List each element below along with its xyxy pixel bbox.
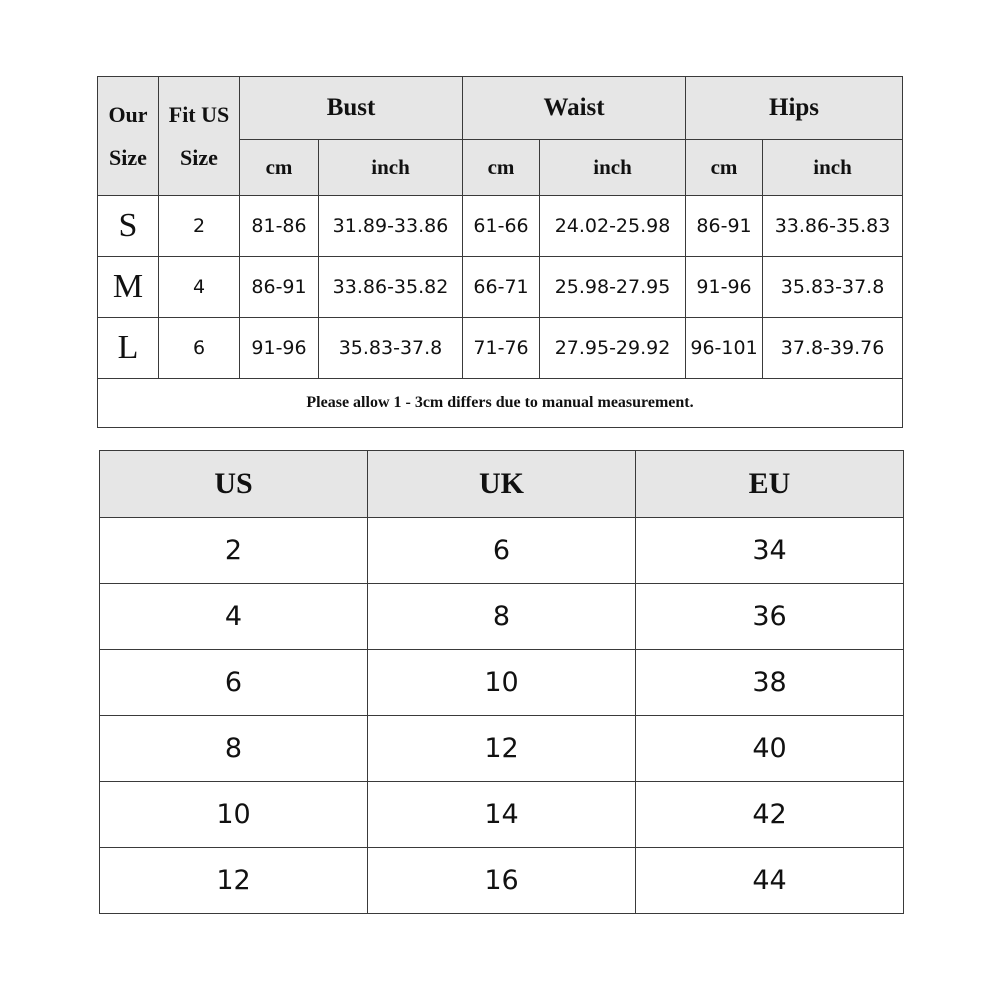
fit-us-size-header [159, 77, 240, 196]
us-value: 10 [100, 782, 368, 848]
fit-us-size-value: 2 [159, 196, 240, 257]
bust-header: Bust [240, 77, 463, 140]
waist-cm-value: 61-66 [463, 196, 540, 257]
fit-us-size-header-text: Fit US Size [168, 102, 230, 170]
hips-inch-header: inch [763, 140, 903, 196]
eu-value: 42 [636, 782, 904, 848]
bust-cm-header: cm [240, 140, 319, 196]
size-label: M [98, 257, 159, 318]
size-chart-header-row [98, 77, 903, 140]
us-value: 8 [100, 716, 368, 782]
bust-inch-header: inch [319, 140, 463, 196]
waist-cm-value: 66-71 [463, 257, 540, 318]
size-conversion-table [99, 450, 904, 914]
uk-value: 14 [368, 782, 636, 848]
hips-header: Hips [686, 77, 903, 140]
us-header: US [100, 451, 368, 518]
uk-value: 10 [368, 650, 636, 716]
waist-header: Waist [463, 77, 686, 140]
conversion-row [100, 518, 904, 584]
measurement-note: Please allow 1 - 3cm differs due to manual measurement. [98, 379, 903, 428]
uk-value: 8 [368, 584, 636, 650]
us-value: 6 [100, 650, 368, 716]
waist-inch-value: 25.98-27.95 [540, 257, 686, 318]
us-value: 4 [100, 584, 368, 650]
hips-cm-value: 96-101 [686, 318, 763, 379]
hips-inch-value: 33.86-35.83 [763, 196, 903, 257]
eu-value: 40 [636, 716, 904, 782]
fit-us-size-value: 6 [159, 318, 240, 379]
size-row-s [98, 196, 903, 257]
uk-header: UK [368, 451, 636, 518]
size-label: L [98, 318, 159, 379]
bust-inch-value: 35.83-37.8 [319, 318, 463, 379]
conversion-header-row [100, 451, 904, 518]
uk-value: 12 [368, 716, 636, 782]
bust-cm-value: 86-91 [240, 257, 319, 318]
waist-cm-header: cm [463, 140, 540, 196]
conversion-row [100, 650, 904, 716]
eu-header: EU [636, 451, 904, 518]
fit-us-size-value: 4 [159, 257, 240, 318]
bust-inch-value: 31.89-33.86 [319, 196, 463, 257]
us-value: 12 [100, 848, 368, 914]
our-size-header-text: Our Size [108, 102, 148, 170]
eu-value: 34 [636, 518, 904, 584]
bust-inch-value: 33.86-35.82 [319, 257, 463, 318]
eu-value: 44 [636, 848, 904, 914]
us-value: 2 [100, 518, 368, 584]
size-chart-table [97, 76, 903, 428]
bust-cm-value: 81-86 [240, 196, 319, 257]
size-row-m [98, 257, 903, 318]
our-size-header [98, 77, 159, 196]
conversion-row [100, 584, 904, 650]
hips-inch-value: 37.8-39.76 [763, 318, 903, 379]
eu-value: 36 [636, 584, 904, 650]
hips-cm-value: 91-96 [686, 257, 763, 318]
uk-value: 6 [368, 518, 636, 584]
hips-inch-value: 35.83-37.8 [763, 257, 903, 318]
conversion-row [100, 716, 904, 782]
hips-cm-header: cm [686, 140, 763, 196]
bust-cm-value: 91-96 [240, 318, 319, 379]
size-chart-note-row [98, 379, 903, 428]
conversion-row [100, 848, 904, 914]
hips-cm-value: 86-91 [686, 196, 763, 257]
waist-cm-value: 71-76 [463, 318, 540, 379]
waist-inch-value: 27.95-29.92 [540, 318, 686, 379]
eu-value: 38 [636, 650, 904, 716]
waist-inch-header: inch [540, 140, 686, 196]
size-row-l [98, 318, 903, 379]
conversion-row [100, 782, 904, 848]
size-label: S [98, 196, 159, 257]
waist-inch-value: 24.02-25.98 [540, 196, 686, 257]
uk-value: 16 [368, 848, 636, 914]
